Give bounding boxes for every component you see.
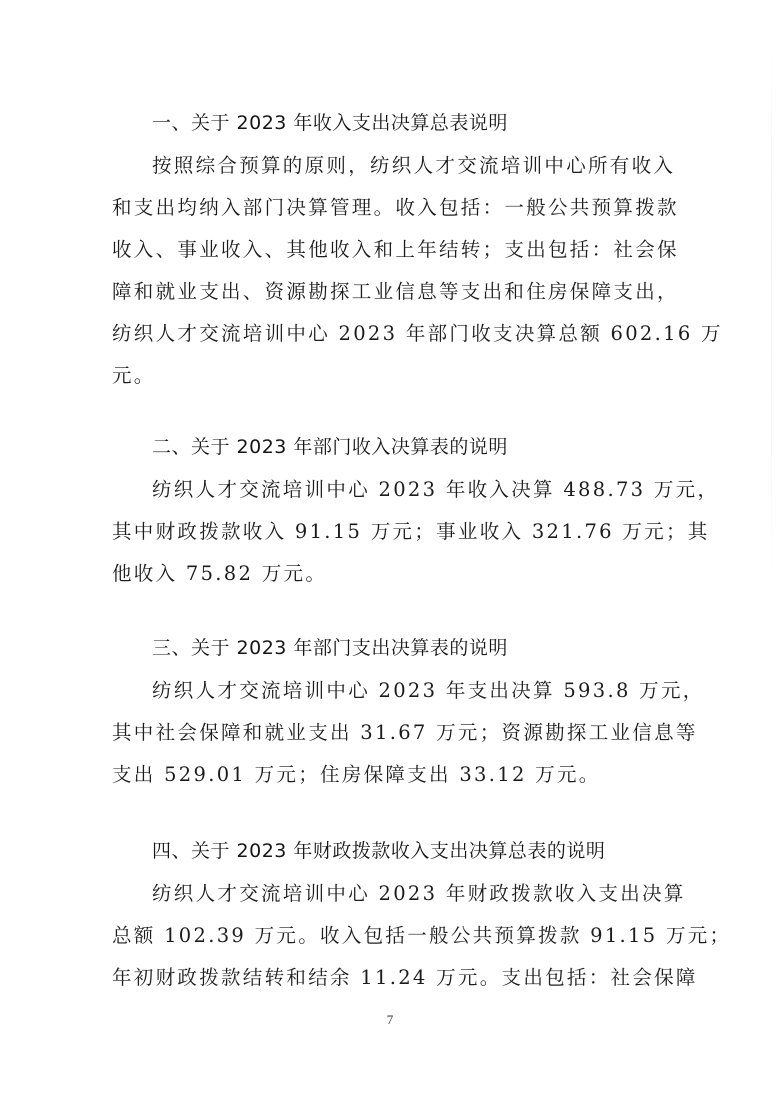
page-number: 7 <box>386 1012 394 1027</box>
section-heading: 一、关于 2023 年收入支出决算总表说明 <box>152 112 508 134</box>
paragraph-line: 元。 <box>112 364 156 387</box>
section-heading: 三、关于 2023 年部门支出决算表的说明 <box>152 637 508 659</box>
section-heading: 二、关于 2023 年部门收入决算表的说明 <box>152 436 508 458</box>
paragraph-line: 其中社会保障和就业支出 31.67 万元；资源勘探工业信息等 <box>112 721 698 744</box>
paragraph-line: 总额 102.39 万元。收入包括一般公共预算拨款 91.15 万元； <box>112 924 732 947</box>
section-heading: 四、关于 2023 年财政拨款收入支出决算总表的说明 <box>152 840 606 862</box>
scan-edge-shadow <box>771 40 772 600</box>
paragraph-line: 收入、事业收入、其他收入和上年结转；支出包括：社会保 <box>112 238 679 261</box>
paragraph-line: 支出 529.01 万元；住房保障支出 33.12 万元。 <box>112 763 601 786</box>
paragraph-line: 年初财政拨款结转和结余 11.24 万元。支出包括：社会保障 <box>112 966 698 989</box>
paragraph-line: 和支出均纳入部门决算管理。收入包括：一般公共预算拨款 <box>112 196 679 219</box>
paragraph-line: 障和就业支出、资源勘探工业信息等支出和住房保障支出， <box>112 280 679 303</box>
paragraph-line: 他收入 75.82 万元。 <box>112 562 328 585</box>
paragraph-line: 纺织人才交流培训中心 2023 年收入决算 488.73 万元， <box>152 478 720 501</box>
paragraph-line: 纺织人才交流培训中心 2023 年部门收支决算总额 602.16 万 <box>112 322 723 345</box>
paragraph-line: 其中财政拨款收入 91.15 万元；事业收入 321.76 万元；其 <box>112 520 710 543</box>
paragraph-line: 纺织人才交流培训中心 2023 年支出决算 593.8 万元， <box>152 679 705 702</box>
paragraph-line: 按照综合预算的原则，纺织人才交流培训中心所有收入 <box>152 154 676 177</box>
paragraph-line: 纺织人才交流培训中心 2023 年财政拨款收入支出决算 <box>152 882 686 905</box>
